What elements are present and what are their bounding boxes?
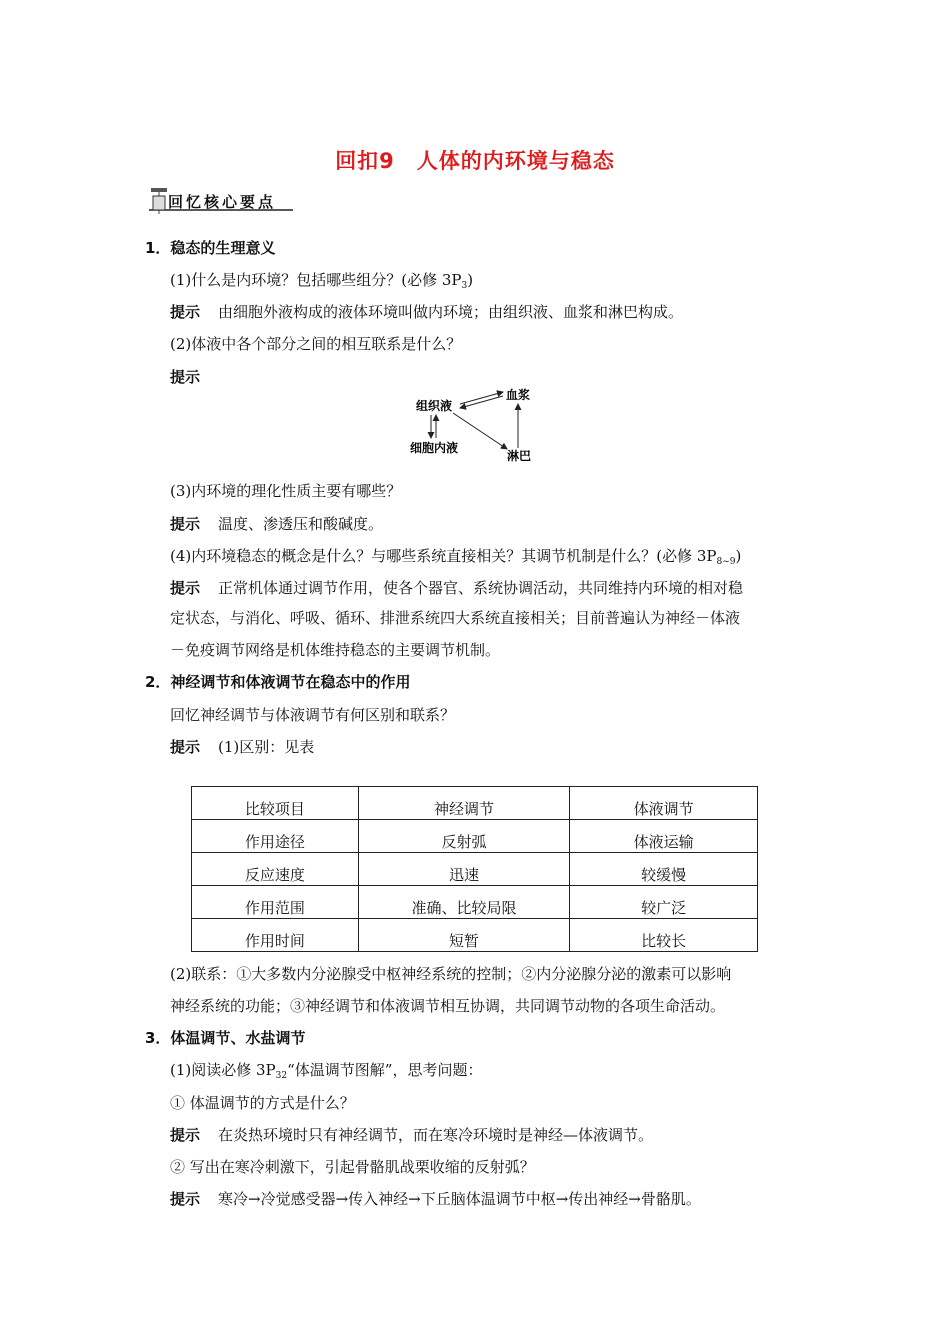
table-cell: 较缓慢: [570, 853, 758, 886]
s2-contact-line-1: (2)联系：①大多数内分泌腺受中枢神经系统的控制；②内分泌腺分泌的激素可以影响: [170, 965, 732, 983]
table-cell: 准确、比较局限: [358, 886, 570, 919]
s2-question: 回忆神经调节与体液调节有何区别和联系？: [170, 706, 456, 724]
table-cell: 反射弧: [358, 820, 570, 853]
s1-question-4: (4)内环境稳态的概念是什么？与哪些系统直接相关？其调节机制是什么？(必修 $3P_{8\sim 9}$): [170, 547, 742, 567]
intracellular-fluid-label: 细胞内液: [410, 441, 459, 455]
table-header-row: [192, 787, 758, 820]
s3-intro: (1)阅读必修 $3P_{32}“$体温调节图解”，思考问题：: [170, 1061, 483, 1081]
section-label: 回忆核心要点: [168, 193, 277, 211]
body-fluid-diagram: [405, 383, 545, 465]
s1-question-1: (1)什么是内环境？包括哪些组分？(必修 $3P_3$): [170, 271, 474, 291]
table-cell: 反应速度: [192, 853, 359, 886]
s1-answer-4-line-3: －免疫调节网络是机体维持稳态的主要调节机制。: [170, 641, 501, 659]
s3-answer-2: 提示 寒冷→冷觉感受器→传入神经→下丘脑体温调节中枢→传出神经→骨骼肌。: [170, 1190, 701, 1208]
s2-contact-line-2: 神经系统的功能；③神经调节和体液调节相互协调，共同调节动物的各项生命活动。: [170, 997, 726, 1015]
table-row: [192, 853, 758, 886]
table-row: [192, 919, 758, 952]
s1-question-2: (2)体液中各个部分之间的相互联系是什么？: [170, 335, 462, 353]
s1-answer-1: 提示 由细胞外液构成的液体环境叫做内环境；由组织液、血浆和淋巴构成。: [170, 303, 684, 321]
table-header-cell: 比较项目: [192, 787, 359, 820]
section-3-heading: 3．体温调节、水盐调节: [145, 1029, 306, 1047]
section-2-heading: 2．神经调节和体液调节在稳态中的作用: [145, 673, 411, 691]
s1-answer-4-line-2: 定状态，与消化、呼吸、循环、排泄系统四大系统直接相关；目前普遍认为神经－体液: [170, 609, 741, 627]
section-1-heading: 1．稳态的生理意义: [145, 239, 276, 257]
plasma-label: 血浆: [506, 388, 531, 402]
s3-answer-1: 提示 在炎热环境时只有神经调节，而在寒冷环境时是神经—体液调节。: [170, 1126, 654, 1144]
table-cell: 短暂: [358, 919, 570, 952]
table-cell: 迅速: [358, 853, 570, 886]
arrow-tissue-to-lymph: [453, 413, 507, 449]
s3-question-2: ② 写出在寒冷刺激下，引起骨骼肌战栗收缩的反射弧？: [170, 1158, 535, 1176]
tissue-fluid-label: 组织液: [416, 399, 453, 413]
table-header-cell: 神经调节: [358, 787, 570, 820]
table-cell: 作用途径: [192, 820, 359, 853]
s3-question-1: ① 体温调节的方式是什么？: [170, 1094, 355, 1112]
table-cell: 体液运输: [570, 820, 758, 853]
s1-answer-4-line-1: 提示 正常机体通过调节作用，使各个器官、系统协调活动，共同维持内环境的相对稳: [170, 579, 744, 597]
page-title: 回扣9 人体的内环境与稳态: [335, 149, 615, 173]
table-cell: 作用范围: [192, 886, 359, 919]
table-cell: 比较长: [570, 919, 758, 952]
s1-answer-3: 提示 温度、渗透压和酸碱度。: [170, 515, 384, 533]
comparison-table: [191, 786, 758, 952]
table-header-cell: 体液调节: [570, 787, 758, 820]
table-cell: 作用时间: [192, 919, 359, 952]
s2-answer-intro: 提示 (1)区别：见表: [170, 738, 315, 756]
table-row: [192, 886, 758, 919]
s1-question-3: (3)内环境的理化性质主要有哪些？: [170, 482, 402, 500]
s1-answer-2: 提示: [170, 368, 201, 386]
lymph-label: 淋巴: [507, 449, 532, 463]
table-cell: 较广泛: [570, 886, 758, 919]
table-row: [192, 820, 758, 853]
